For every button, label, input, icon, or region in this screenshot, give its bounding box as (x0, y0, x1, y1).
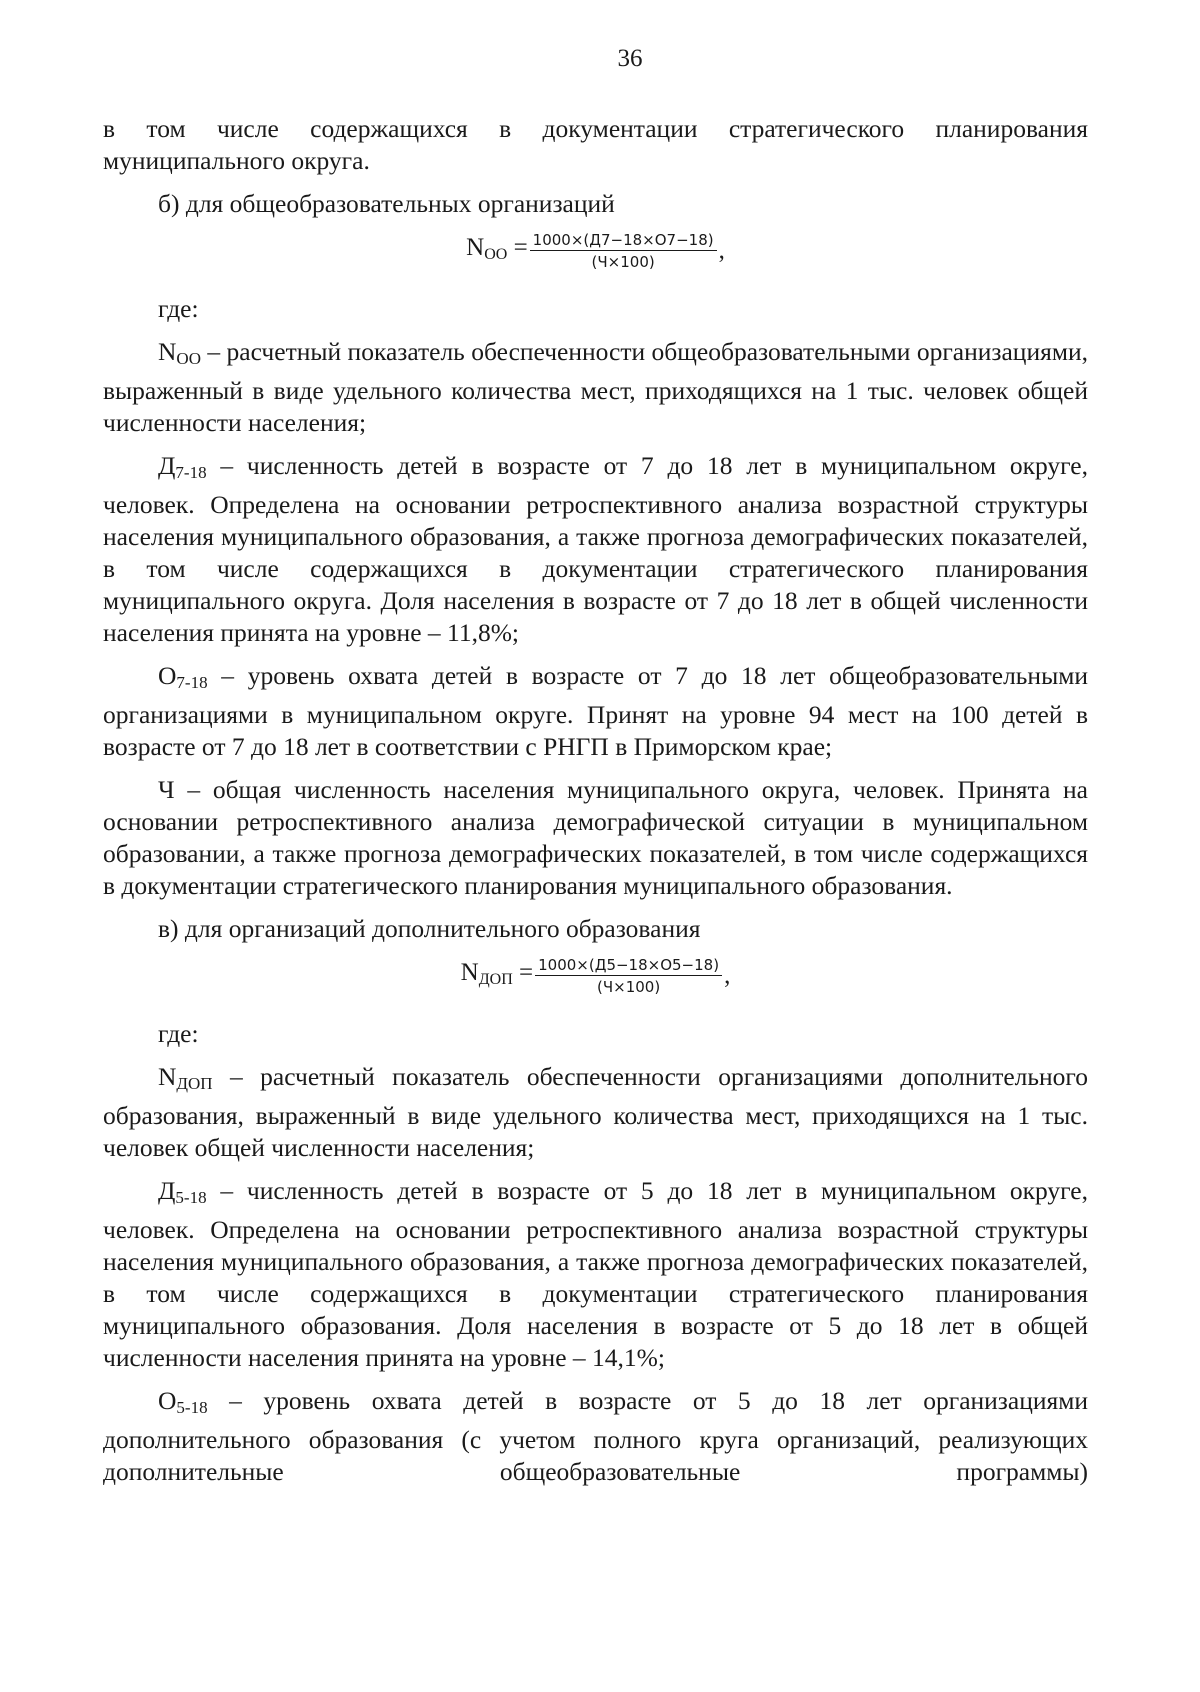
formula-ndop (103, 945, 1088, 1007)
formula-noo-denominator: (Ч×100) (591, 253, 655, 271)
where-label: где: (158, 294, 199, 323)
formula-noo-numerator: 1000×(Д7−18×О7−18) (530, 231, 717, 251)
formula-noo-lhs: $N_{ОО}$ = (466, 233, 528, 263)
formula-ndop-lhs: $N_{ДОП}$ = (460, 958, 534, 988)
definition-ndop: $N_{ДОП}$ – расчетный показатель обеспеченности организациями дополнительного образования, выраженный в виде удельного количества мест, приходящихся на 1 тыс. человек общей численности населения; (103, 1062, 1088, 1162)
where-label: где: (158, 1019, 199, 1048)
formula-ndop-fraction (535, 956, 722, 996)
page-number: 36 (617, 45, 643, 72)
definition-d7-18: $Д_{7-18}$ – численность детей в возрасте от 7 до 18 лет в муниципальном округе, человек. Определена на основании ретроспективного анализа возрастной структуры населения муниципального образования, а также прогноза демографических показателей, в том числе содержащихся в документации стратегического планирования муниципального округа. Доля населения в возрасте от 7 до 18 лет в общей численности населения принята на уровне – 11,8%; (103, 451, 1088, 647)
definition-noo: $N_{ОО}$ – расчетный показатель обеспеченности общеобразовательными организациями, выраженный в виде удельного количества мест, приходящихся на 1 тыс. человек общей численности населения; (103, 337, 1088, 437)
symbol-d5-18: $Д_{5-18}$ (158, 1176, 207, 1207)
definition-d5-18: $Д_{5-18}$ – численность детей в возрасте от 5 до 18 лет в муниципальном округе, человек. Определена на основании ретроспективного анализа возрастной структуры населения муниципального образования, а также прогноза демографических показателей, в том числе содержащихся в документации стратегического планирования муниципального образования. Доля населения в возрасте от 5 до 18 лет в общей численности населения принята на уровне – 14,1%; (103, 1176, 1088, 1372)
symbol-noo: $N_{ОО}$ (158, 337, 201, 368)
formula-ndop-numerator: 1000×(Д5−18×О5−18) (535, 956, 722, 976)
section-v-heading: в) для организаций дополнительного образования (158, 914, 701, 943)
definition-o5-18: $О_{5-18}$ – уровень охвата детей в возрасте от 5 до 18 лет организациями дополнительного образования (с учетом полного круга организаций, реализующих дополнительные общеобразовательные программы) (103, 1386, 1088, 1486)
formula-noo (103, 220, 1088, 282)
paragraph-continuation: в том числе содержащихся в документации стратегического планирования муниципального округа. (103, 114, 1088, 175)
symbol-ndop: $N_{ДОП}$ (158, 1062, 213, 1093)
symbol-d7-18: $Д_{7-18}$ (158, 451, 207, 482)
document-body (103, 113, 1088, 1488)
symbol-o5-18: $О_{5-18}$ (158, 1386, 208, 1417)
formula-ndop-comma: , (724, 962, 731, 989)
section-b-heading: б) для общеобразовательных организаций (158, 189, 615, 218)
symbol-o7-18: $О_{7-18}$ (158, 661, 208, 692)
definition-ch: Ч – общая численность населения муниципального округа, человек. Принята на основании ретроспективного анализа демографической ситуации в муниципальном образовании, а также прогноза демографических показателей, в том числе содержащихся в документации стратегического планирования муниципального образования. (103, 775, 1088, 900)
formula-ndop-denominator: (Ч×100) (597, 978, 661, 996)
definition-o7-18: $О_{7-18}$ – уровень охвата детей в возрасте от 7 до 18 лет общеобразовательными организациями в муниципальном округе. Принят на уровне 94 мест на 100 детей в возрасте от 7 до 18 лет в соответствии с РНГП в Приморском крае; (103, 661, 1088, 761)
formula-noo-comma: , (718, 237, 725, 264)
formula-noo-fraction (530, 231, 717, 271)
